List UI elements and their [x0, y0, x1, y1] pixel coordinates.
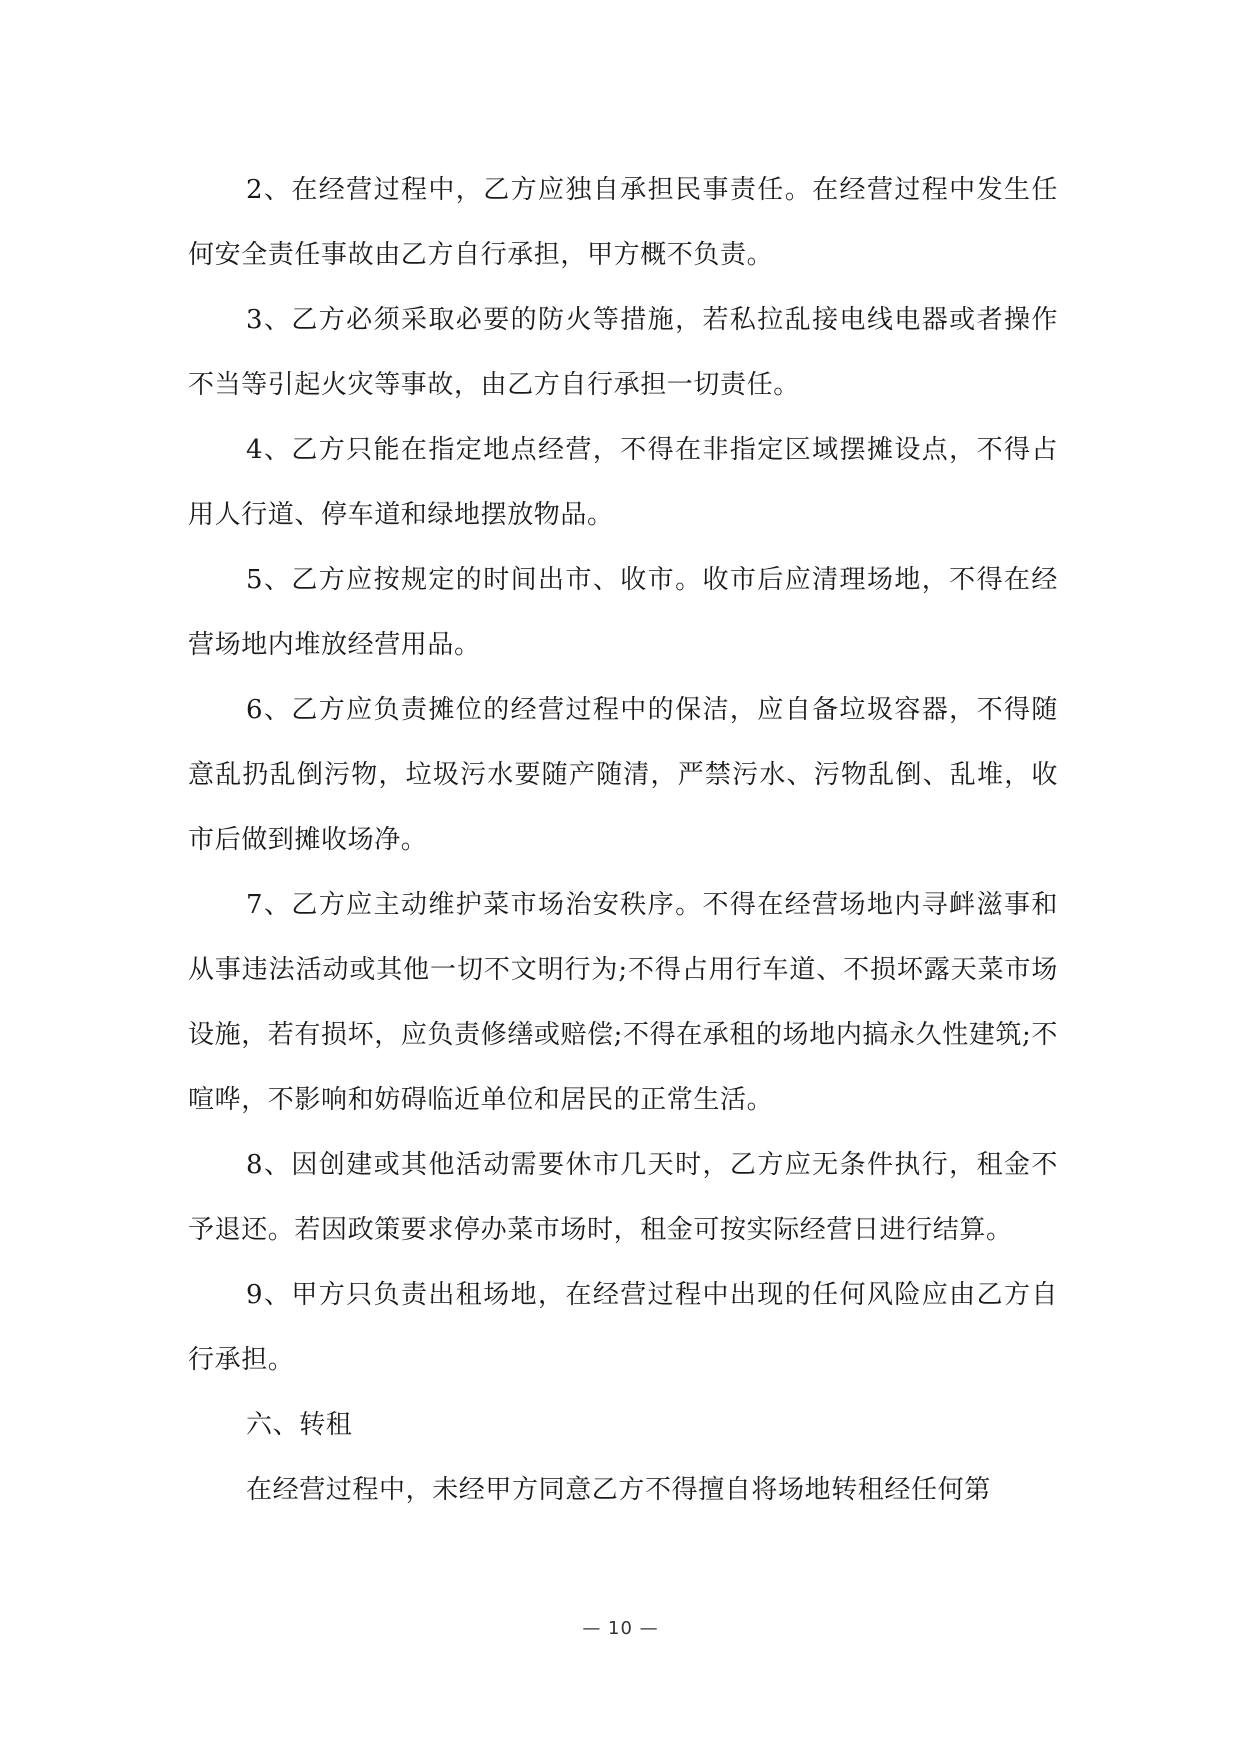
clause-paragraph-3: 3、乙方必须采取必要的防火等措施，若私拉乱接电线电器或者操作不当等引起火灾等事故，由乙方自行承担一切责任。 [188, 305, 1058, 400]
clause-paragraph-8: 8、因创建或其他活动需要休市几天时，乙方应无条件执行，租金不予退还。若因政策要求停办菜市场时，租金可按实际经营日进行结算。 [188, 1150, 1058, 1245]
clause-paragraph-2: 2、在经营过程中，乙方应独自承担民事责任。在经营过程中发生任何安全责任事故由乙方自行承担，甲方概不负责。 [188, 175, 1058, 270]
clause-paragraph-4: 4、乙方只能在指定地点经营，不得在非指定区域摆摊设点，不得占用人行道、停车道和绿地摆放物品。 [188, 435, 1058, 530]
clause-paragraph-5: 5、乙方应按规定的时间出市、收市。收市后应清理场地，不得在经营场地内堆放经营用品。 [188, 565, 1058, 660]
sublease-paragraph: 在经营过程中，未经甲方同意乙方不得擅自将场地转租经任何第 [246, 1475, 991, 1505]
section-heading-sublease: 六、转租 [246, 1410, 353, 1440]
document-body [188, 158, 1058, 1523]
clause-paragraph-6: 6、乙方应负责摊位的经营过程中的保洁，应自备垃圾容器，不得随意乱扔乱倒污物，垃圾污水要随产随清，严禁污水、污物乱倒、乱堆，收市后做到摊收场净。 [188, 695, 1058, 855]
page-number: — 10 — [582, 1618, 659, 1639]
clause-paragraph-9: 9、甲方只负责出租场地，在经营过程中出现的任何风险应由乙方自行承担。 [188, 1280, 1058, 1375]
clause-paragraph-7: 7、乙方应主动维护菜市场治安秩序。不得在经营场地内寻衅滋事和从事违法活动或其他一切不文明行为;不得占用行车道、不损坏露天菜市场设施，若有损坏，应负责修缮或赔偿;不得在承租的场地内搞永久性建筑;不喧哗，不影响和妨碍临近单位和居民的正常生活。 [188, 890, 1058, 1115]
